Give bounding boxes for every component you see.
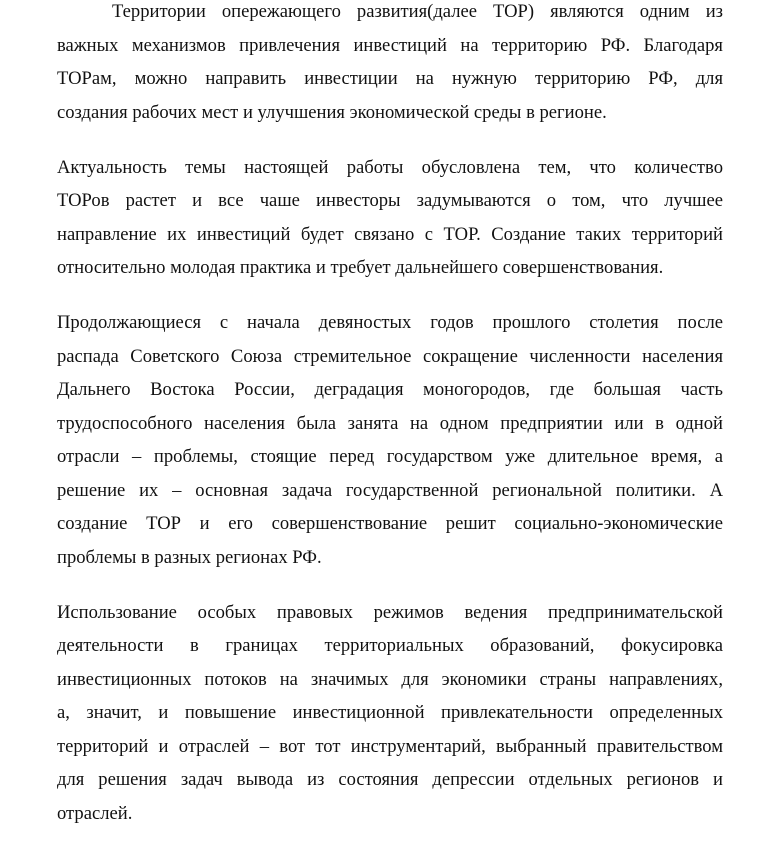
text-line: решение их – основная задача государственной региональной политики. А: [57, 479, 723, 501]
text-line: инвестиционных потоков на значимых для экономики страны направлениях,: [57, 668, 723, 690]
text-line: проблемы в разных регионах РФ.: [57, 546, 322, 568]
text-line: важных механизмов привлечения инвестиций на территорию РФ. Благодаря: [57, 34, 723, 56]
text-line: для решения задач вывода из состояния депрессии отдельных регионов и: [57, 769, 723, 790]
text-line: создания рабочих мест и улучшения экономической среды в регионе.: [57, 101, 607, 123]
document-body: [57, 0, 723, 852]
text-line: направление их инвестиций будет связано с ТОР. Создание таких территорий: [57, 223, 723, 245]
paragraph: [57, 0, 723, 129]
text-line: относительно молодая практика и требует дальнейшего совершенствования.: [57, 257, 664, 278]
text-line: Дальнего Востока России, деградация моногородов, где большая часть: [57, 379, 723, 400]
text-line: Актуальность темы настоящей работы обусловлена тем, что количество: [57, 156, 723, 178]
text-line: распада Советского Союза стремительное сокращение численности населения: [57, 345, 723, 367]
text-line: создание ТОР и его совершенствование решит социально-экономические: [57, 513, 723, 534]
text-line: отрасли – проблемы, стоящие перед государством уже длительное время, а: [57, 446, 723, 467]
text-line: Продолжающиеся с начала девяностых годов прошлого столетия после: [57, 312, 723, 333]
paragraph: [57, 596, 723, 831]
paragraph: [57, 306, 723, 574]
text-line: территорий и отраслей – вот тот инструментарий, выбранный правительством: [57, 735, 723, 757]
text-line: деятельности в границах территориальных образований, фокусировка: [57, 635, 723, 656]
text-line: отраслей.: [57, 802, 133, 824]
text-line: а, значит, и повышение инвестиционной привлекательности определенных: [57, 702, 723, 723]
text-line: Использование особых правовых режимов ведения предпринимательской: [57, 601, 723, 623]
text-line: трудоспособного населения была занята на одном предприятии или в одной: [57, 412, 723, 434]
text-line: ТОРам, можно направить инвестиции на нужную территорию РФ, для: [57, 68, 723, 89]
text-line: ТОРов растет и все чаше инвесторы задумываются о том, что лучшее: [57, 190, 723, 211]
text-line: Территории опережающего развития(далее ТОР) являются одним из: [112, 1, 723, 22]
paragraph: [57, 151, 723, 285]
